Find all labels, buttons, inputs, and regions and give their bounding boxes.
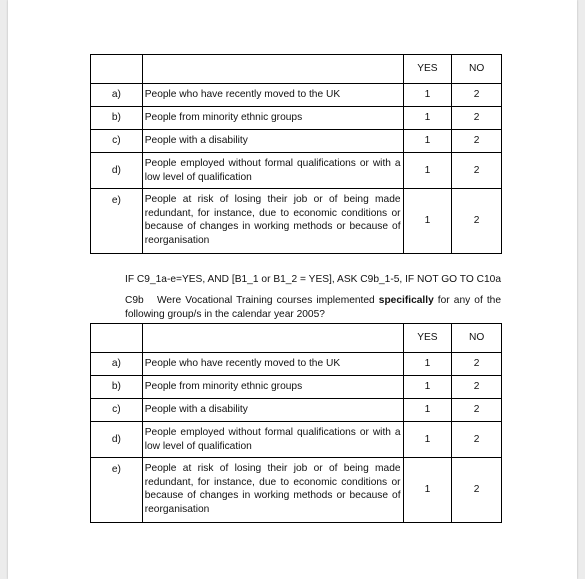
header-letter-cell [91, 324, 143, 353]
question-number: C9b [125, 295, 144, 306]
row-letter: b) [91, 107, 143, 130]
row-group-text: People who have recently moved to the UK [142, 84, 403, 107]
yes-code: 1 [403, 353, 452, 376]
question-text-start: Were Vocational Training courses implemented [157, 295, 379, 306]
yes-code: 1 [403, 376, 452, 399]
header-no: NO [452, 55, 502, 84]
row-letter: d) [91, 422, 143, 458]
table-row [91, 153, 502, 189]
no-code: 2 [452, 153, 502, 189]
header-yes: YES [403, 55, 452, 84]
row-letter: e) [91, 189, 143, 254]
document-page [8, 0, 577, 579]
row-group-text: People employed without formal qualifications or with a low level of qualification [142, 153, 403, 189]
yes-code: 1 [403, 189, 452, 254]
table-row [91, 84, 502, 107]
row-group-text: People from minority ethnic groups [142, 107, 403, 130]
header-text-cell [142, 55, 403, 84]
question-text-end: for any of the following group/s in the calendar year 2005? [125, 295, 502, 320]
row-group-text: People with a disability [142, 130, 403, 153]
table-header-row [91, 324, 502, 353]
table-row [91, 458, 502, 523]
yes-code: 1 [403, 399, 452, 422]
row-group-text: People at risk of losing their job or of being made redundant, for instance, due to economic conditions or because of changes in working methods or because of reorganisation [142, 189, 403, 254]
row-letter: b) [91, 376, 143, 399]
table-row [91, 130, 502, 153]
table-row [91, 399, 502, 422]
no-code: 2 [452, 107, 502, 130]
row-letter: c) [91, 399, 143, 422]
table-row [91, 189, 502, 254]
table-row [91, 422, 502, 458]
row-letter: a) [91, 84, 143, 107]
no-code: 2 [452, 353, 502, 376]
no-code: 2 [452, 376, 502, 399]
yes-code: 1 [403, 458, 452, 523]
row-group-text: People at risk of losing their job or of being made redundant, for instance, due to economic conditions or because of changes in working methods or because of reorganisation [142, 458, 403, 523]
row-letter: d) [91, 153, 143, 189]
header-yes: YES [403, 324, 452, 353]
no-code: 2 [452, 458, 502, 523]
yes-code: 1 [403, 422, 452, 458]
table-row [91, 353, 502, 376]
row-group-text: People from minority ethnic groups [142, 376, 403, 399]
yes-code: 1 [403, 84, 452, 107]
question-table-c9a [90, 54, 502, 254]
no-code: 2 [452, 130, 502, 153]
row-group-text: People who have recently moved to the UK [142, 353, 403, 376]
table-header-row [91, 55, 502, 84]
row-letter: e) [91, 458, 143, 523]
table-row [91, 376, 502, 399]
question-emphasis: specifically [378, 295, 434, 306]
header-text-cell [142, 324, 403, 353]
row-letter: a) [91, 353, 143, 376]
header-letter-cell [91, 55, 143, 84]
no-code: 2 [452, 422, 502, 458]
row-group-text: People employed without formal qualifications or with a low level of qualification [142, 422, 403, 458]
no-code: 2 [452, 189, 502, 254]
row-group-text: People with a disability [142, 399, 403, 422]
yes-code: 1 [403, 153, 452, 189]
question-c9b [125, 294, 501, 321]
yes-code: 1 [403, 130, 452, 153]
question-table-c9b [90, 323, 502, 523]
header-no: NO [452, 324, 502, 353]
yes-code: 1 [403, 107, 452, 130]
table-row [91, 107, 502, 130]
no-code: 2 [452, 84, 502, 107]
no-code: 2 [452, 399, 502, 422]
routing-instruction: IF C9_1a-e=YES, AND [B1_1 or B1_2 = YES], ASK C9b_1-5, IF NOT GO TO C10a [125, 274, 501, 285]
row-letter: c) [91, 130, 143, 153]
